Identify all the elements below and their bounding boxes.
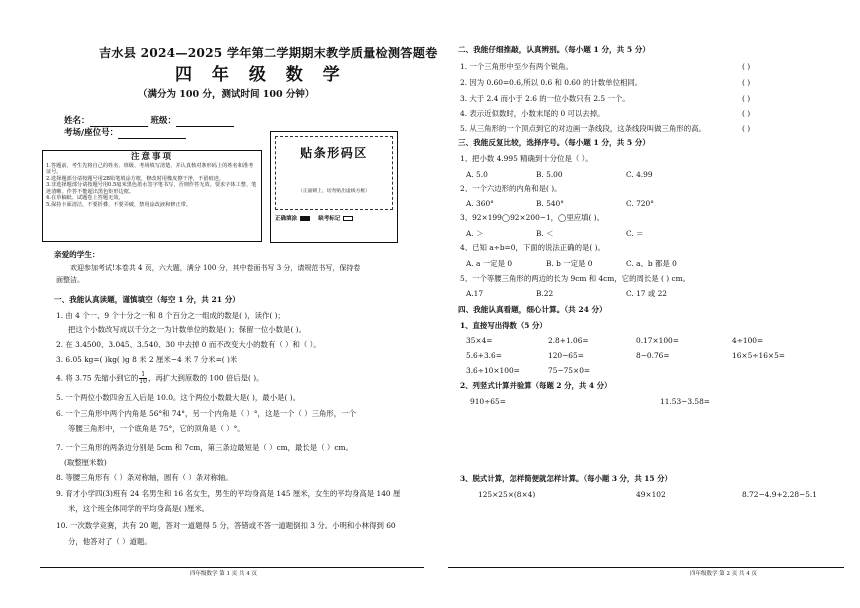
fraction-numerator: 1 (141, 371, 146, 378)
section-one-title: 一、我能认真读题，谨慎填空（每空 1 分，共 21 分） (54, 295, 240, 304)
question-9: 9. 育才小学四(3)班有 24 名男生和 16 名女生，男生的平均身高是 145 厘米，女生的平均身高是 140 厘 (56, 489, 401, 498)
judge-item: 1. 一个三角形中至少有两个锐角。 (460, 62, 573, 71)
choice-option: B. b 一定是 0 (546, 259, 593, 268)
choice-option: A. a 一定是 0 (466, 259, 513, 268)
answer-bracket[interactable]: ( ) (742, 124, 751, 133)
answer-bracket[interactable]: ( ) (742, 94, 751, 103)
barcode-subtitle: （正面朝上，切勿贴出虚线方框） (298, 189, 370, 194)
question-7: 7. 一个三角形的两条边分别是 5cm 和 7cm，第三条边最短是（ ）cm，最长是（ ）cm。 (56, 443, 353, 452)
choice-option: A. 360° (466, 199, 494, 208)
question-10-cont: 分，他答对了（ ）道题。 (68, 537, 152, 546)
question-9-cont: 米，这个班全体同学的平均身高是( )厘米。 (68, 504, 210, 513)
notice-item: 2.选择题部分请按题号用2B铅笔填涂方框，修改时用橡皮擦干净，不留痕迹。 (46, 175, 225, 182)
barcode-box (270, 131, 398, 243)
answer-bracket[interactable]: ( ) (742, 78, 751, 87)
footer-rule (40, 567, 424, 568)
choice-question-2: 2、一个六边形的内角和是( )。 (460, 184, 562, 193)
class-field[interactable] (176, 118, 234, 127)
missing-mark-checkbox[interactable] (343, 216, 353, 221)
choice-option: C. ＝ (626, 229, 644, 238)
mental-calc-item: 0.17×100= (636, 336, 679, 345)
question-10: 10. 一次数学竞赛，共有 20 题，答对一道题得 5 分，答错或不答一道题倒扣 3 分。小明和小林得到 60 (56, 521, 396, 530)
choice-option: B. 5.00 (536, 170, 563, 179)
notice-item: 1.答题前，考生先将自己的姓名、班级、考场填写清楚，并认真核对条形码上的姓名和准考证号。 (46, 162, 254, 176)
vertical-calc-item: 11.53−3.58= (660, 397, 710, 406)
student-info-row (64, 117, 234, 127)
exam-title: 吉水县 2024—2025 学年第二学期期末教学质量检测答题卷 (99, 46, 438, 60)
question-7-cont: (取整厘米数) (64, 458, 107, 467)
answer-bracket[interactable]: ( ) (742, 109, 751, 118)
mental-calc-item: 8−0.76= (636, 351, 670, 360)
choice-option: A.17 (466, 289, 484, 298)
fraction (139, 372, 147, 385)
step-calc-item: 125×25×(8×4) (478, 490, 536, 499)
choice-option: B.22 (536, 289, 554, 298)
choice-option: C. 17 或 22 (626, 289, 667, 298)
question-6-cont: 等腰三角形中，一个底角是 75°，它的顶角是（ ）°。 (68, 424, 245, 433)
section-two-title: 二、我能仔细推敲，认真辨别。（每小题 1 分，共 5 分） (458, 45, 650, 54)
choice-option: A. 5.0 (466, 170, 488, 179)
page-two (440, 0, 860, 608)
name-field[interactable] (90, 118, 148, 127)
notice-item: 5.保持卡面清洁，不要折叠、不要弄破，禁用涂改液和修正带。 (46, 201, 192, 208)
barcode-area (275, 136, 393, 210)
mental-calc-item: 5.6+3.6= (466, 351, 502, 360)
fill-label: 正确填涂 (275, 216, 298, 222)
section-three-title: 三、我能反复比较，选择序号。（每小题 1 分，共 5 分） (458, 138, 650, 147)
choice-option: B. 540° (536, 199, 564, 208)
mental-calc-item: 120−65= (548, 351, 584, 360)
room-row (64, 129, 186, 139)
mental-calc-item: 75−75×0= (548, 366, 591, 375)
question-4 (56, 372, 264, 385)
intro-line: 面整洁。 (56, 276, 84, 284)
name-label: 姓名： (64, 116, 90, 126)
mental-calc-item: 3.6÷10×100= (466, 366, 520, 375)
question-6: 6. 一个三角形中两个内角是 56°和 74°，另一个内角是（ ）°，这是一个（ ）三角形，一个 (56, 409, 356, 418)
subject-title: 四 年 级 数 学 (175, 65, 347, 85)
class-label: 班级： (150, 116, 176, 126)
mental-calc-item: 35×4= (466, 336, 493, 345)
question-4-start: 4. 将 3.75 先缩小到它的 (56, 373, 139, 383)
question-5: 5. 一个两位小数四舍五入后是 10.0。这个两位小数最大是( )，最小是( )。 (56, 393, 300, 402)
notice-box (42, 150, 262, 242)
greeting: 亲爱的学生： (54, 250, 100, 259)
judge-item: 4. 表示近似数时，小数末尾的 0 可以去掉。 (460, 109, 605, 118)
intro-line: 欢迎参加考试!本卷共 4 页，六大题，满分 100 分，其中卷面书写 3 分，请规范书写，保持卷 (70, 264, 361, 272)
judge-item: 3. 大于 2.4 而小于 2.6 的一位小数只有 2.5 一个。 (460, 94, 630, 103)
question-1-cont: 把这个小数改写成以千分之一为计数单位的数是( )；保留一位小数是( )。 (68, 325, 306, 334)
choice-question-4: 4、已知 a÷b=0，下面的说法正确的是( )。 (460, 243, 605, 252)
question-2: 2. 在 3.4500、3.045、3.540、30 中去掉 0 而不改变大小的数有（ ）和（ ）。 (56, 340, 321, 349)
room-field[interactable] (118, 130, 186, 139)
step-calc-item: 49×102 (636, 490, 666, 499)
question-1: 1. 由 4 个一、9 个十分之一和 8 个百分之一组成的数是( )，读作( )； (56, 311, 285, 320)
choice-question-3: 3、92×199◯92×200−1，◯里应填( )。 (460, 213, 605, 222)
judge-item: 2. 因为 0.60=0.6,所以 0.6 和 0.60 的计数单位相同。 (460, 78, 643, 87)
step-calc-item: 8.72−4.9+2.28−5.1 (742, 490, 817, 499)
fraction-denominator: 10 (139, 378, 147, 385)
vertical-calc-item: 910÷65= (470, 397, 506, 406)
page-footer: 四年级数学 第 2 页 共 4 页 (690, 571, 757, 577)
question-4-end: ，再扩大到原数的 100 倍后是( )。 (147, 373, 264, 383)
choice-option: C. a、b 都是 0 (626, 259, 677, 268)
calc-subtitle-2: 2、列竖式计算并验算（每题 2 分，共 4 分） (460, 381, 612, 390)
notice-item: 4.在草稿纸、试题卷上答题无效。 (46, 195, 124, 202)
barcode-title: 贴条形码区 (300, 146, 368, 160)
notice-item: 3.非选择题部分请按题号用0.5毫米黑色墨水签字笔书写，否则作答无效。要求字体工整、笔迹清晰。作答不能超出黑色矩形边框。 (46, 182, 257, 195)
room-label: 考场/座位号： (64, 128, 119, 138)
question-8: 8. 等腰三角形有（ ）条对称轴，圆有（ ）条对称轴。 (56, 473, 233, 482)
choice-option: B. ＜ (536, 229, 554, 238)
score-info: （满分为 100 分，测试时间 100 分钟） (138, 89, 315, 100)
choice-option: A. ＞ (466, 229, 484, 238)
footer-rule (448, 567, 844, 568)
mental-calc-item: 2.8+1.06= (548, 336, 589, 345)
choice-question-1: 1、把小数 4.995 精确到十分位是（ ）。 (460, 154, 593, 163)
choice-option: C. 720° (626, 199, 654, 208)
mental-calc-item: 16×5÷16×5= (732, 351, 785, 360)
missing-label: 缺考标记 (318, 216, 341, 222)
answer-bracket[interactable]: ( ) (742, 62, 751, 71)
calc-subtitle-3: 3、脱式计算，怎样简便就怎样计算。（每小题 3 分，共 15 分） (460, 474, 672, 483)
question-3: 3. 6.05 kg=( )kg( )g 8 米 2 厘米−4 米 7 分米=( )米 (56, 355, 238, 364)
section-four-title: 四、我能认真看题，细心计算。（共 24 分） (458, 305, 607, 314)
judge-item: 5. 从三角形的一个顶点到它的对边画一条线段，这条线段叫做三角形的高。 (460, 124, 706, 133)
page-footer: 四年级数学 第 1 页 共 4 页 (190, 571, 257, 577)
fill-legend (275, 216, 356, 222)
filled-square-icon (300, 216, 310, 221)
mental-calc-item: 4÷100= (732, 336, 764, 345)
choice-question-5: 5、一个等腰三角形的两边的长为 9cm 和 4cm，它的周长是 ( ) cm。 (460, 274, 691, 283)
notice-title: 注意事项 (130, 152, 173, 162)
choice-option: C. 4.99 (626, 170, 653, 179)
calc-subtitle-1: 1、直接写出得数（5 分） (460, 321, 547, 330)
